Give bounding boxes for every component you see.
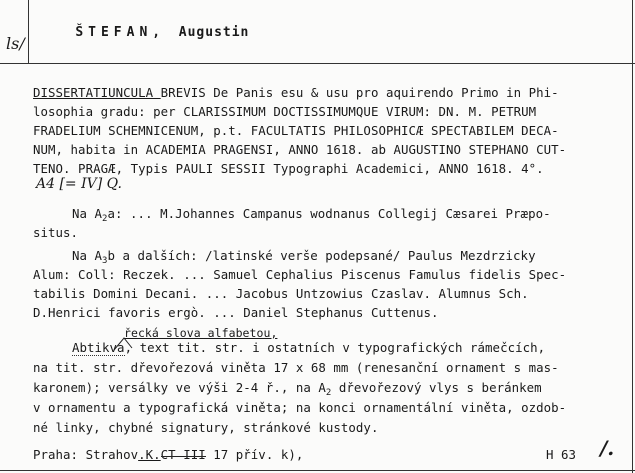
description-line-4: v ornamentu a typografická viněta; na konci ornamentální viněta, ozdob- <box>33 400 567 415</box>
struck-shelfmark: CT III <box>160 447 206 462</box>
title-line-1: DISSERTATIUNCULA BREVIS De Panis esu & usu pro aquirendo Primo in Phi- <box>33 85 559 100</box>
note-a3b-line-2: Alum: Coll: Reczek. ... Samuel Cephalius Piscenus Famulus fidelis Spec- <box>33 267 567 282</box>
note-a3b-line-3: tabilis Domini Decani. ... Jacobus Untzowius Czaslav. Alumnus Sch. <box>33 286 529 301</box>
location-tail: 17 přív. k), <box>205 447 304 462</box>
author-heading <box>40 10 249 55</box>
collation-handwritten-note: A4 [= IV] Q. <box>36 176 122 192</box>
note-a3b-line-1: Na $A_3b$ a dalších: /latinské verše podepsané/ Paulus Mezdrzicky <box>72 248 536 266</box>
location-line <box>33 448 303 462</box>
description-line-1: Abtikva, text tit. str. i ostatních v typografických rámečcích, <box>72 340 546 355</box>
title-line-4: NUM, habita in ACADEMIA PRAGENSI, ANNO 1618. ab AUGUSTINO STEPHANO CUT- <box>33 142 567 157</box>
description-line-2: na tit. str. dřevořezová viněta 17 x 68 mm (renesanční ornament s mas- <box>33 360 559 375</box>
shelfmark: H 63 <box>546 447 577 462</box>
note-a2a-line-1: Na $A_2a$: ... M.Johannes Campanus wodnanus Collegij Cæsarei Præpo- <box>72 206 551 224</box>
author-sep: , <box>152 25 162 40</box>
title-underlined: DISSERTATIUNCULA <box>33 85 161 100</box>
note-a3b-line-4: D.Henrici favoris ergò. ... Daniel Stephanus Cuttenus. <box>33 305 439 320</box>
insertion-greek-letters: řecká slova alfabetou, <box>124 326 278 340</box>
title-line-3: FRADELIUM SCHEMNICENUM, p.t. FACULTATIS PHILOSOPHICÆ SPECTABILEM DECA- <box>33 123 559 138</box>
location-label: Praha: Strahov <box>33 447 139 462</box>
author-given-name: Augustin <box>178 25 250 40</box>
title-line-2: losophia gradu: per CLARISSIMUM DOCTISSIMUMQUE VIRUM: DN. M. PETRUM <box>33 104 537 119</box>
corner-handwritten-mark: /. <box>600 436 615 460</box>
margin-handwritten-mark: ls/ <box>6 34 25 53</box>
description-line-3: karonem); versálky ve výši 2-4 ř., na $A_2$ dřevořezový vlys s beránkem <box>33 380 542 398</box>
header-rule <box>0 63 635 64</box>
description-line-5: né linky, chybné signatury, stránkové kustody. <box>33 420 379 435</box>
location-mid: .K. <box>138 447 161 462</box>
title-line-5: TENO. PRAGÆ, Typis PAULI SESSII Typographi Academici, ANNO 1618. 4°. <box>33 161 544 176</box>
left-margin-rule <box>28 0 29 64</box>
author-surname: ŠTEFAN <box>75 25 153 40</box>
note-a2a-line-2: situs. <box>33 225 79 240</box>
bottom-border <box>0 470 635 471</box>
right-border <box>632 0 633 473</box>
